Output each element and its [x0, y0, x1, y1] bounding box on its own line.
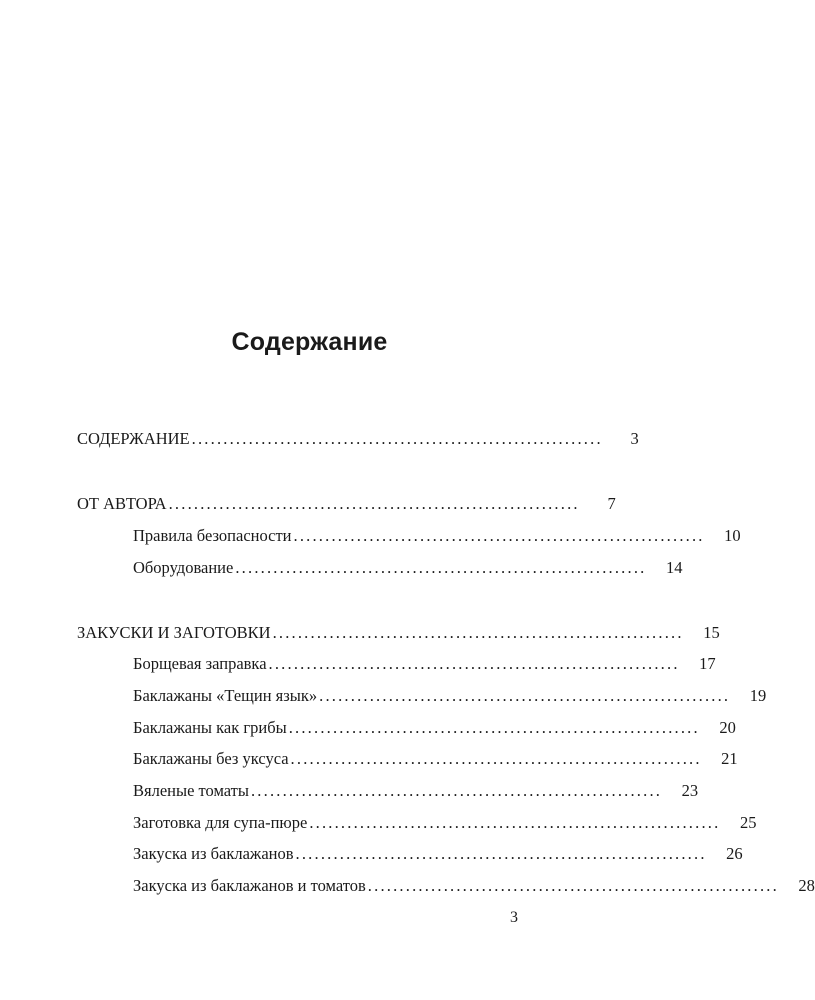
- toc-entry-title: Баклажаны без уксуса: [133, 749, 289, 768]
- toc-entry-title: Борщевая заправка: [133, 654, 267, 673]
- page-title: Содержание: [231, 328, 388, 356]
- toc-entry-title: СОДЕРЖАНИЕ: [77, 429, 190, 448]
- dot-leader: .................................................................: [272, 623, 684, 642]
- dot-leader: .................................................................: [290, 749, 702, 768]
- toc-entry[interactable]: [133, 748, 738, 770]
- dot-leader: .................................................................: [309, 813, 721, 832]
- toc-entry-title: Баклажаны «Тещин язык»: [133, 686, 318, 705]
- page-number: 3: [510, 909, 518, 926]
- dot-leader: .................................................................: [268, 654, 680, 673]
- dot-leader: .................................................................: [319, 686, 731, 705]
- toc-entry[interactable]: [133, 653, 716, 675]
- toc-entry-page: 28: [798, 876, 815, 895]
- toc-entry-title: Вяленые томаты: [133, 781, 249, 800]
- toc-entry[interactable]: [77, 622, 720, 644]
- toc-entry[interactable]: [133, 780, 699, 802]
- toc-entry-page: 15: [703, 623, 720, 642]
- toc-entry[interactable]: [77, 493, 616, 515]
- toc-entry-title: Правила безопасности: [133, 526, 292, 545]
- dot-leader: .................................................................: [191, 429, 603, 448]
- toc-entry[interactable]: [133, 875, 815, 897]
- toc-entry-page: 7: [607, 494, 616, 513]
- dot-leader: .................................................................: [295, 844, 707, 863]
- toc-entry-title: Заготовка для супа-пюре: [133, 813, 308, 832]
- toc-entry-page: 17: [699, 654, 716, 673]
- toc-entry-title: Баклажаны как грибы: [133, 718, 287, 737]
- toc-entry[interactable]: [133, 525, 741, 547]
- toc-entry-title: ОТ АВТОРА: [77, 494, 167, 513]
- toc-entry-title: ЗАКУСКИ И ЗАГОТОВКИ: [77, 623, 271, 642]
- toc-entry[interactable]: [133, 812, 757, 834]
- dot-leader: .................................................................: [235, 558, 647, 577]
- toc-entry[interactable]: [133, 557, 683, 579]
- toc-entry-page: 14: [665, 558, 683, 577]
- toc-entry[interactable]: [133, 717, 736, 739]
- toc-entry-page: 21: [721, 749, 738, 768]
- toc-entry-title: Закуска из баклажанов: [133, 844, 294, 863]
- toc-entry-page: 23: [681, 781, 699, 800]
- toc-entry[interactable]: [133, 685, 767, 707]
- toc-entry[interactable]: [77, 428, 639, 450]
- toc-entry-title: Оборудование: [133, 558, 234, 577]
- dot-leader: .................................................................: [367, 876, 779, 895]
- toc-entry[interactable]: [133, 843, 743, 865]
- toc-entry-page: 20: [719, 718, 736, 737]
- toc-entry-page: 25: [739, 813, 757, 832]
- toc-entry-page: 26: [726, 844, 743, 863]
- toc-entry-page: 10: [724, 526, 741, 545]
- dot-leader: .................................................................: [288, 718, 700, 737]
- dot-leader: .................................................................: [250, 781, 663, 800]
- dot-leader: .................................................................: [293, 526, 705, 545]
- dot-leader: .................................................................: [168, 494, 580, 513]
- toc-entry-page: 19: [749, 686, 767, 705]
- toc-entry-title: Закуска из баклажанов и томатов: [133, 876, 366, 895]
- toc-entry-page: 3: [630, 429, 639, 448]
